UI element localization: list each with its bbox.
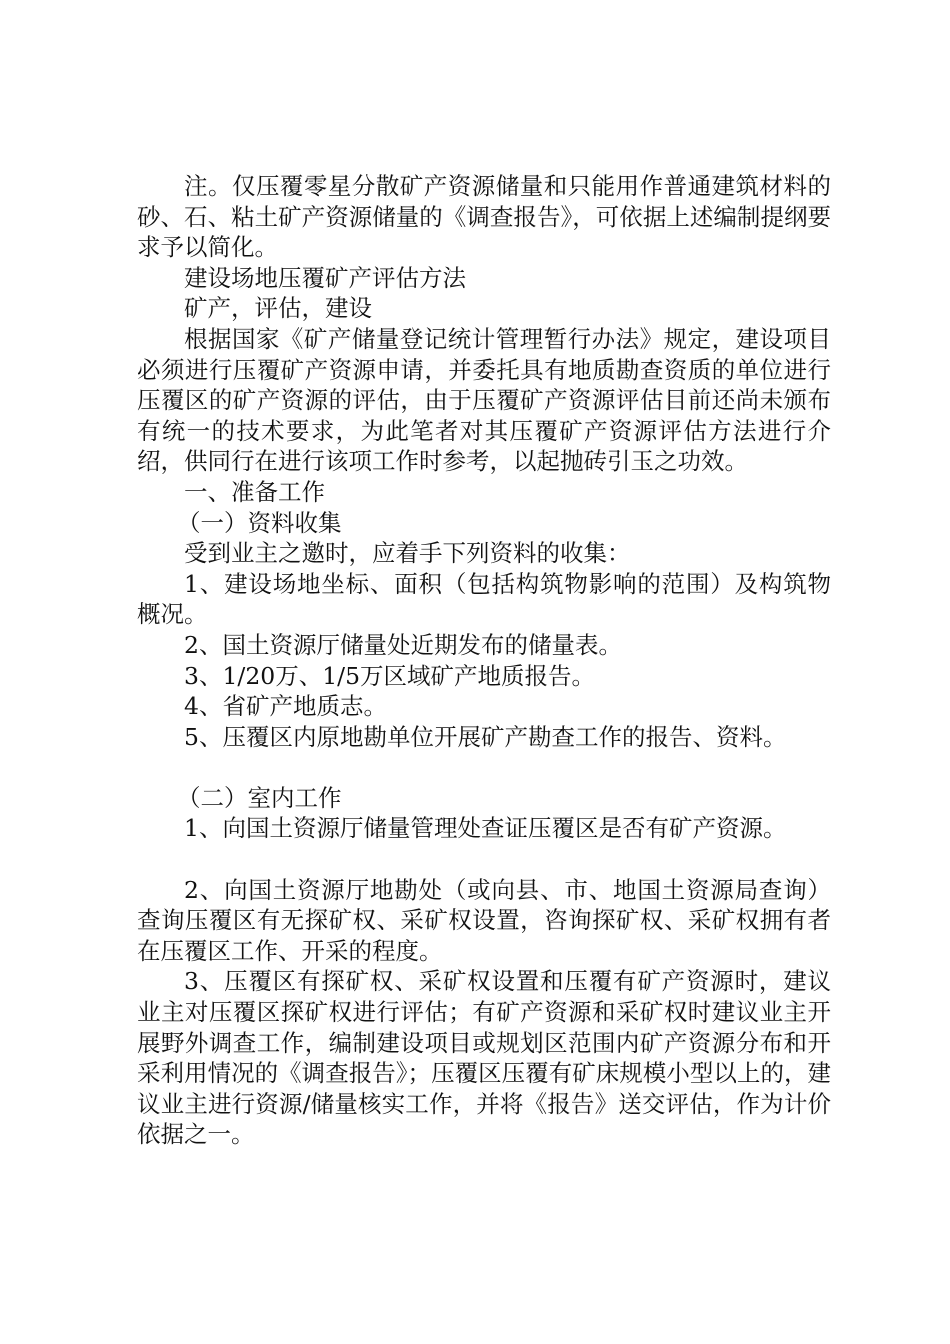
blank-line xyxy=(137,844,831,875)
list-item-3: 3、1/20万、1/5万区域矿产地质报告。 xyxy=(184,661,596,690)
heading-data-collection: （一）资料收集 xyxy=(177,508,342,537)
heading-indoor-work: （二）室内工作 xyxy=(177,783,342,812)
paragraph-note: 注。仅压覆零星分散矿产资源储量和只能用作普通建筑材料的砂、石、粘土矿产资源储量的《调查报告》，可依据上述编制提纲要求予以简化。 xyxy=(137,172,831,262)
paragraph-collection-intro: 受到业主之邀时，应着手下列资料的收集： xyxy=(184,539,631,568)
list-item-1: 1、建设场地坐标、面积（包括构筑物影响的范围）及构筑物概况。 xyxy=(137,569,831,629)
list-item-2: 2、国土资源厅储量处近期发布的储量表。 xyxy=(184,630,622,659)
blank-line xyxy=(137,752,831,783)
paragraph-title: 建设场地压覆矿产评估方法 xyxy=(184,263,466,292)
paragraph-intro: 根据国家《矿产储量登记统计管理暂行办法》规定，建设项目必须进行压覆矿产资源申请，并委托具有地质勘查资质的单位进行压覆区的矿产资源的评估，由于压覆矿产资源评估目前还尚未颁布有统一的技术要求，为此笔者对其压覆矿产资源评估方法进行介绍，供同行在进行该项工作时参考，以起抛砖引玉之功效。 xyxy=(137,324,831,476)
list-item-4: 4、省矿产地质志。 xyxy=(184,692,387,721)
document-body xyxy=(137,171,831,1150)
heading-preparation: 一、准备工作 xyxy=(184,477,325,506)
indoor-item-3: 3、压覆区有探矿权、采矿权设置和压覆有矿产资源时，建议业主对压覆区探矿权进行评估；有矿产资源和采矿权时建议业主开展野外调查工作，编制建设项目或规划区范围内矿产资源分布和开采利用情况的《调查报告》；压覆区压覆有矿床规模小型以上的，建议业主进行资源/储量核实工作，并将《报告》送交评估，作为计价依据之一。 xyxy=(137,967,831,1149)
paragraph-keywords: 矿产，评估，建设 xyxy=(184,294,372,323)
indoor-item-2: 2、向国土资源厅地勘处（或向县、市、地国土资源局查询）查询压覆区有无探矿权、采矿权设置，咨询探矿权、采矿权拥有者在压覆区工作、开采的程度。 xyxy=(137,875,831,965)
indoor-item-1: 1、向国土资源厅储量管理处查证压覆区是否有矿产资源。 xyxy=(184,814,787,843)
list-item-5: 5、压覆区内原地勘单位开展矿产勘查工作的报告、资料。 xyxy=(184,722,787,751)
